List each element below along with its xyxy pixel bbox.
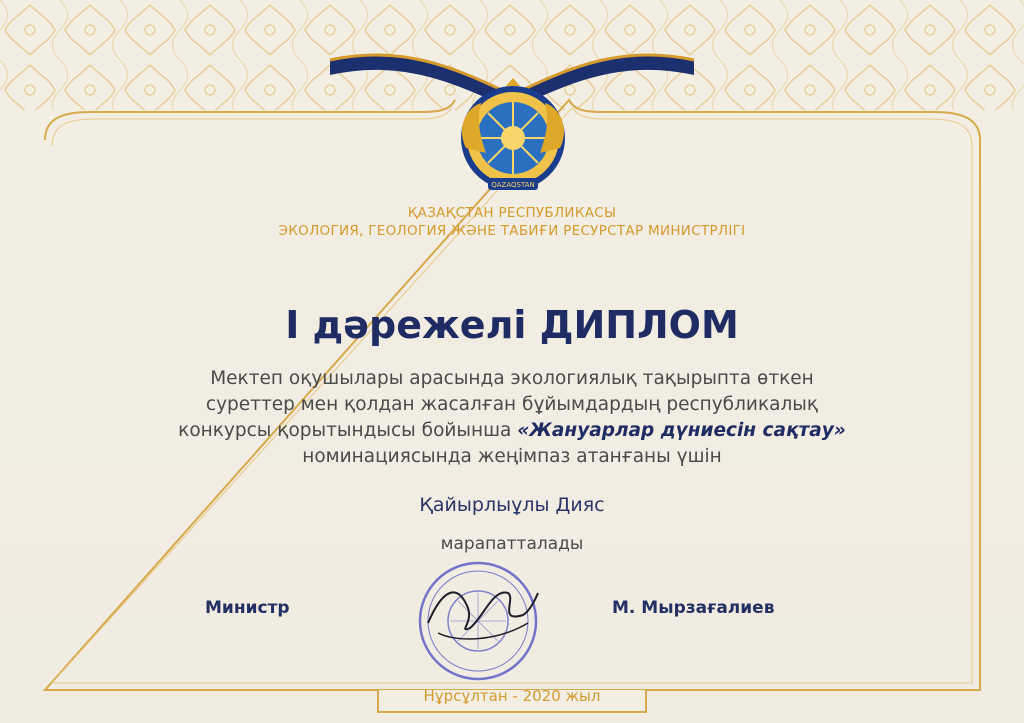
nomination-name: «Жануарлар дүниесін сақтау»	[517, 420, 846, 441]
place-year: Нұрсұлтан - 2020 жыл	[423, 687, 601, 705]
body-line-3-text: конкурсы қорытындысы бойынша	[178, 420, 518, 441]
recipient-name: Қайырлыұлы Дияс	[419, 494, 605, 516]
minister-signature-icon	[428, 592, 538, 629]
signatory-position: Министр	[205, 598, 290, 618]
awarded-text: марапатталады	[440, 534, 584, 554]
body-line-2: суреттер мен қолдан жасалған бұйымдардың республикалық	[205, 394, 819, 415]
body-line-3	[100, 418, 924, 444]
official-stamp-seal	[398, 553, 558, 683]
ministry-name-line: ЭКОЛОГИЯ, ГЕОЛОГИЯ ЖӘНЕ ТАБИҒИ РЕСУРСТАР МИНИСТРЛІГІ	[278, 223, 746, 239]
kazakhstan-emblem-icon	[446, 78, 580, 200]
body-line-4: номинациясында жеңімпаз атанғаны үшін	[302, 446, 722, 467]
body-line-1: Мектеп оқушылары арасында экологиялық тақырыпта өткен	[210, 368, 814, 389]
ministry-country-line: ҚАЗАҚСТАН РЕСПУБЛИКАСЫ	[407, 205, 617, 221]
emblem-label: QAZAQSTAN	[491, 181, 535, 189]
diploma-title: І дәрежелі ДИПЛОМ	[285, 303, 739, 347]
diploma-body	[100, 366, 924, 470]
signatory-name: М. Мырзағалиев	[612, 598, 775, 618]
